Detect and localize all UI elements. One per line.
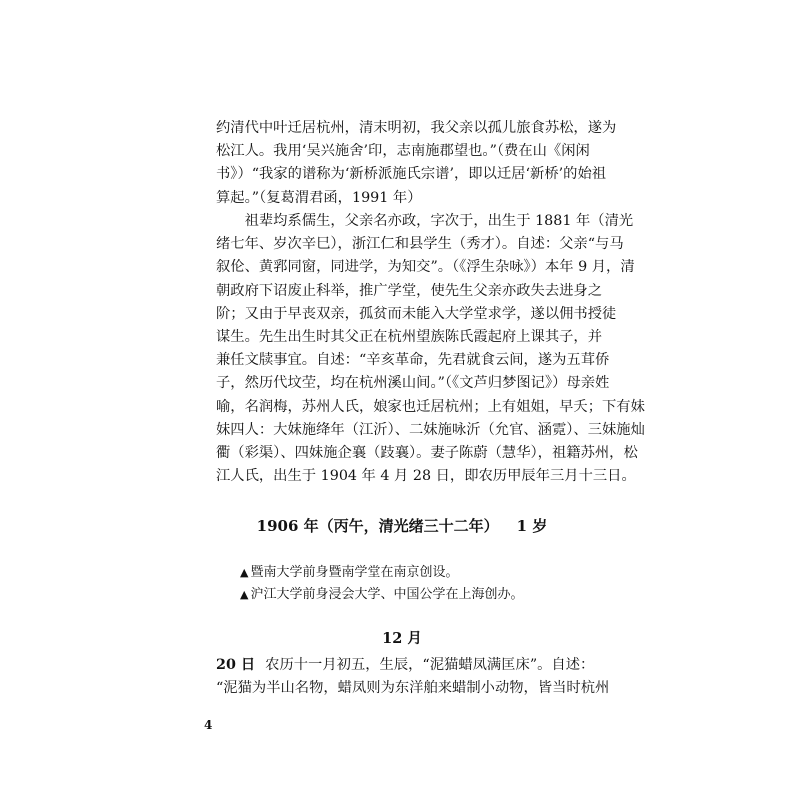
text-line: “泥猫为半山名物，蜡凤则为东洋舶来蜡制小动物，皆当时杭州 (216, 680, 610, 697)
text-line: 朝政府下诏废止科举，推广学堂，使先生父亲亦政失去进身之 (216, 282, 603, 299)
event-notes (240, 562, 590, 606)
text-line: 谋生。先生出生时其父正在杭州望族陈氏霞起府上课其子，并 (216, 328, 603, 345)
text-line: 江人氏，出生于 1904 年 4 月 28 日，即农历甲辰年三月十三日。 (216, 468, 636, 485)
text-line: 算起。”（复葛渭君函，1991 年） (216, 189, 422, 206)
triangle-icon: ▲ (240, 566, 249, 579)
year-heading-age: 1 岁 (516, 517, 548, 535)
text-line (216, 654, 595, 677)
paragraph-ancestry (216, 117, 617, 210)
text-line: 绪七年、岁次辛巳），浙江仁和县学生（秀才）。自述：父亲“与马 (216, 236, 624, 253)
text-line: 兼任文牍事宜。自述：“辛亥革命，先君就食云间，遂为五茸侨 (216, 352, 610, 369)
day-entry (216, 654, 610, 700)
text-line: 喻，名润梅，苏州人氏，娘家也迁居杭州；上有姐姐，早夭；下有妹 (216, 398, 645, 415)
entry-text: 农历十一月初五，生辰，“泥猫蜡凤满匡床”。自述： (265, 657, 595, 673)
text-line: 书》）“我家的谱称为‘新桥派施氏宗谱’，即以迁居‘新桥’的始祖 (216, 166, 607, 183)
note-text: 沪江大学前身浸会大学、中国公学在上海创办。 (250, 587, 524, 602)
month-heading: 12 月 (382, 630, 422, 647)
note-item (240, 584, 590, 606)
page-number: 4 (204, 718, 213, 732)
paragraph-family (216, 210, 645, 488)
text-line: 叙伦、黄郛同窗，同进学，为知交”。（《浮生杂咏》）本年 9 月，清 (216, 259, 635, 276)
triangle-icon: ▲ (240, 588, 249, 601)
year-heading (216, 516, 588, 536)
text-line: 阶；又由于早丧双亲，孤贫而未能入大学堂求学，遂以佣书授徒 (216, 305, 617, 322)
text-line: 祖辈均系儒生，父亲名亦政，字次于，出生于 1881 年（清光 (216, 213, 634, 229)
text-line: 约清代中叶迁居杭州，清末明初，我父亲以孤儿旅食苏松，遂为 (216, 120, 617, 136)
text-line: 子，然历代坟茔，均在杭州溪山间。”（《文芦归梦图记》）母亲姓 (216, 375, 610, 392)
text-line: 松江人。我用‘吴兴施舍’印，志南施郡望也。”（费在山《闲闲 (216, 143, 590, 160)
year-heading-year: 1906 年（丙午，清光绪三十二年） (256, 517, 499, 535)
note-text: 暨南大学前身暨南学堂在南京创设。 (250, 565, 459, 580)
text-line: 衢（彩渠）、四妹施企襄（跂襄）。妻子陈蔚（慧华），祖籍苏州，松 (216, 444, 638, 461)
entry-date: 20 日 (216, 657, 256, 673)
note-item (240, 562, 590, 584)
text-line: 妹四人：大妹施绛年（江沂）、二妹施咏沂（允官、涵霓）、三妹施灿 (216, 421, 645, 438)
